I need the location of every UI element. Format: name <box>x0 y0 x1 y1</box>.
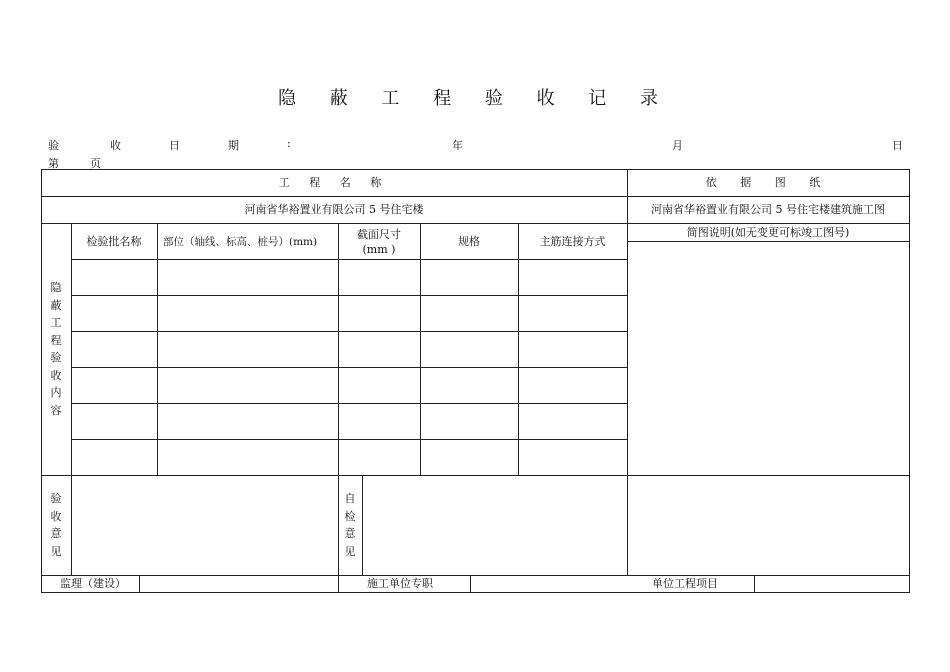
footer-divider <box>139 575 140 592</box>
sketch-header-divider <box>627 241 910 242</box>
data-row-line <box>71 259 627 260</box>
table-left-border <box>41 169 42 592</box>
self-check-side-label: 自 检 意 见 <box>344 492 356 558</box>
col-header-spec: 规格 <box>458 235 480 248</box>
col-divider <box>338 223 339 592</box>
footer-contractor: 施工单位专职 <box>367 577 433 590</box>
footer-supervisor: 监理（建设） <box>60 577 126 590</box>
date-label-verify: 验 <box>48 139 59 152</box>
date-label-period: 期 <box>228 139 239 152</box>
page-title: 隐 蔽 工 程 验 收 记 录 <box>277 88 673 109</box>
col-divider <box>518 223 519 475</box>
content-side-label: 隐 蔽 工 程 验 收 内 容 <box>50 281 62 417</box>
basis-drawing-value: 河南省华裕置业有限公司 5 号住宅楼建筑施工图 <box>651 203 885 216</box>
table-top-border <box>41 169 910 170</box>
table-bottom-border <box>41 592 910 593</box>
footer-divider <box>470 575 471 592</box>
project-name-value: 河南省华裕置业有限公司 5 号住宅楼 <box>244 203 424 216</box>
footer-unit-project: 单位工程项目 <box>652 577 718 590</box>
date-label-receive: 收 <box>110 139 121 152</box>
col-header-main-rebar: 主筋连接方式 <box>539 235 606 248</box>
data-row-line <box>71 439 627 440</box>
data-row-line <box>71 295 627 296</box>
date-label-colon: : <box>287 137 291 150</box>
footer-top-line <box>41 575 910 576</box>
date-year-label: 年 <box>452 139 463 152</box>
data-row-line <box>71 367 627 368</box>
col-divider <box>420 223 421 475</box>
row-divider <box>41 196 910 197</box>
sketch-note-header: 简图说明(如无变更可标竣工图号) <box>686 226 850 239</box>
col-header-section-size: 截面尺寸 <box>357 228 401 241</box>
data-row-line <box>71 331 627 332</box>
row-divider <box>41 223 910 224</box>
col-divider <box>157 223 158 475</box>
project-name-header: 工 程 名 称 <box>278 176 390 189</box>
date-day-label: 日 <box>892 139 903 152</box>
date-month-label: 月 <box>672 139 683 152</box>
table-right-border <box>909 169 910 592</box>
opinion-top-line <box>41 475 910 476</box>
page-label-ye: 页 <box>90 157 101 170</box>
data-row-line <box>71 403 627 404</box>
footer-divider <box>754 575 755 592</box>
col-divider-side-label <box>71 223 72 575</box>
col-header-section-size-unit: (mm ) <box>362 243 396 256</box>
page-label-di: 第 <box>48 157 59 170</box>
date-label-day: 日 <box>169 139 180 152</box>
col-header-location: 部位（轴线、标高、桩号）(mm) <box>163 236 318 248</box>
col-header-batch-name: 检验批名称 <box>86 235 142 248</box>
acceptance-side-label: 验 收 意 见 <box>50 492 62 558</box>
basis-drawing-header: 依 据 图 纸 <box>705 176 831 189</box>
self-check-divider <box>362 475 363 575</box>
